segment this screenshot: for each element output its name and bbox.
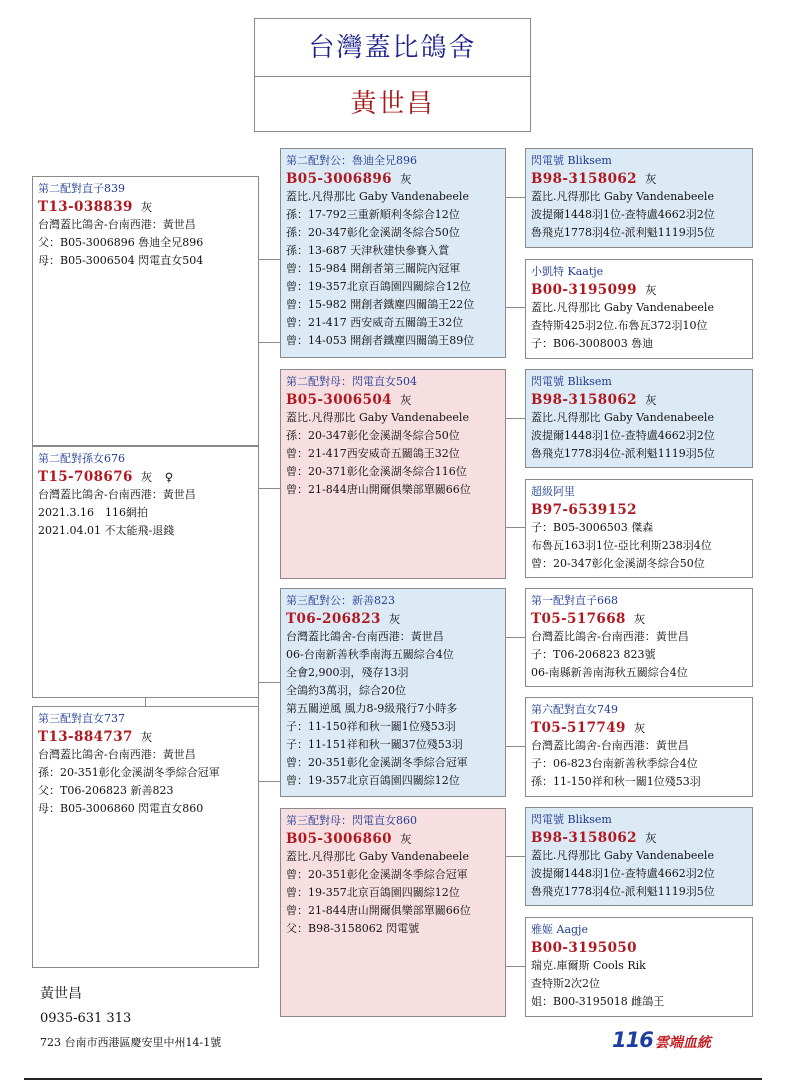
loft-name: 台灣蓋比鴿舍 (255, 19, 530, 77)
card-line: 曾：21-417西安威奇五關鴿王32位 (286, 447, 460, 460)
connector-line (258, 488, 280, 489)
color-label: 灰 (140, 470, 153, 484)
card-line: 曾：19-357北京百鴿園四關綜合12位 (286, 280, 471, 293)
card-line: 曾：21-844唐山開爾俱樂部單關66位 (286, 904, 471, 917)
card-line: 蓋比.凡得那比 Gaby Vandenabeele (286, 190, 469, 203)
card-line: 蓋比.凡得那比 Gaby Vandenabeele (531, 411, 714, 424)
card-line: 曾：20-351彰化金溪湖冬季綜合冠軍 (286, 868, 468, 881)
card-line: 蓋比.凡得那比 Gaby Vandenabeele (286, 850, 469, 863)
card-line: 第五關逆風 風力8-9級飛行7小時多 (286, 702, 458, 715)
color-label: 灰 (399, 832, 412, 846)
connector-line (505, 746, 525, 747)
card-title: 閃電號 Bliksem (531, 813, 612, 826)
card-line: 曾：20-371彰化金溪湖冬綜合116位 (286, 465, 467, 478)
card-line: 台灣蓋比鴿舍-台南西港：黃世昌 (531, 630, 689, 643)
color-label: 灰 (388, 612, 401, 626)
card-line: 姐：B00-3195018 雌鴿王 (531, 995, 665, 1008)
ring-number: T06-206823 (286, 611, 381, 627)
card-title: 第二配對公：魯迪全兄896 (286, 154, 417, 167)
ring-number: T15-708676 (38, 469, 133, 485)
card-line: 子：06-823台南新善秋季綜合4位 (531, 757, 698, 770)
logo-number: 116 (612, 1028, 653, 1052)
card-title: 第二配對母：閃電直女504 (286, 375, 417, 388)
card-line: 全鴿約3萬羽，綜合20位 (286, 684, 406, 697)
connector-line (505, 197, 525, 198)
card-line: 子：11-150祥和秋一關1位殘53羽 (286, 720, 456, 733)
color-label: 灰 (644, 393, 657, 407)
ring-number: T05-517749 (531, 720, 626, 736)
ring-number: B00-3195050 (531, 940, 637, 956)
card-line: 2021.3.16 116網拍 (38, 506, 148, 519)
ring-number: B98-3158062 (531, 392, 637, 408)
card-line: 曾：15-984 開創者第三關院內冠軍 (286, 262, 461, 275)
card-line: 曾：20-347彰化金溪湖冬綜合50位 (531, 557, 705, 570)
connector-line (505, 307, 525, 308)
card-title: 第三配對公：新善823 (286, 594, 395, 607)
card-title: 第二配對直子839 (38, 182, 125, 195)
connector-line (258, 781, 280, 782)
card-line: 孫：20-347彰化金溪湖冬綜合50位 (286, 429, 460, 442)
ring-number: T05-517668 (531, 611, 626, 627)
card-line: 父：B05-3006896 魯迪全兄896 (38, 236, 204, 249)
card-line: 父：T06-206823 新善823 (38, 784, 174, 797)
great-grandparent-card (525, 807, 753, 906)
card-line: 蓋比.凡得那比 Gaby Vandenabeele (531, 849, 714, 862)
card-line: 子：11-151祥和秋一關37位殘53羽 (286, 738, 463, 751)
card-line: 瑞克.庫爾斯 Cools Rik (531, 959, 646, 972)
card-line: 魯飛克1778羽4位-派利魁1119羽5位 (531, 447, 715, 460)
color-label: 灰 (399, 172, 412, 186)
bottom-divider (24, 1078, 762, 1080)
card-line: 布魯瓦163羽1位-亞比利斯238羽4位 (531, 539, 712, 552)
color-label: 灰 (140, 200, 153, 214)
card-line: 台灣蓋比鴿舍-台南西港：黃世昌 (286, 630, 444, 643)
owner-name: 黃世昌 (350, 89, 435, 119)
card-line: 2021.04.01 不太能飛-退錢 (38, 524, 175, 537)
great-grandparent-card (525, 369, 753, 468)
card-line: 查特斯2次2位 (531, 977, 600, 990)
card-line: 曾：21-417 西安威奇五關鴿王32位 (286, 316, 464, 329)
logo-text: 雲端血統 (654, 1035, 711, 1051)
connector-line (145, 698, 146, 706)
card-line: 子：T06-206823 823號 (531, 648, 656, 661)
ring-number: B97-6539152 (531, 502, 637, 518)
card-line: 06-南縣新善南海秋五關綜合4位 (531, 666, 688, 679)
card-line: 魯飛克1778羽4位-派利魁1119羽5位 (531, 885, 715, 898)
card-line: 孫：20-351彰化金溪湖冬季綜合冠軍 (38, 766, 220, 779)
ring-number: B05-3006504 (286, 392, 392, 408)
card-title: 第三配對直女737 (38, 712, 125, 725)
great-grandparent-card (525, 148, 753, 248)
sex-icon: ♀ (164, 470, 174, 484)
ring-number: T13-038839 (38, 199, 133, 215)
card-title: 第三配對母：閃電直女860 (286, 814, 417, 827)
great-grandparent-card (525, 588, 753, 687)
card-line: 曾：15-982 開創者鐵塵四關鴿王22位 (286, 298, 475, 311)
color-label: 灰 (140, 730, 153, 744)
sire-sire-card (280, 148, 506, 358)
connector-line (505, 856, 525, 857)
brand-logo (612, 1028, 711, 1052)
ring-number: B00-3195099 (531, 282, 637, 298)
card-line: 台灣蓋比鴿舍-台南西港：黃世昌 (531, 739, 689, 752)
card-line: 蓋比.凡得那比 Gaby Vandenabeele (286, 411, 469, 424)
card-line: 蓋比.凡得那比 Gaby Vandenabeele (531, 301, 714, 314)
sire-dam-card (280, 369, 506, 579)
card-line: 母：B05-3006860 閃電直女860 (38, 802, 204, 815)
card-line: 查特斯425羽2位.布魯瓦372羽10位 (531, 319, 708, 332)
connector-line (505, 637, 525, 638)
color-label: 灰 (633, 612, 646, 626)
card-line: 曾：21-844唐山開爾俱樂部單關66位 (286, 483, 471, 496)
card-line: 母：B05-3006504 閃電直女504 (38, 254, 204, 267)
card-title: 超級阿里 (531, 485, 575, 498)
card-line: 孫：13-687 天津秋建快參賽入賞 (286, 244, 450, 257)
card-line: 孫：11-150祥和秋一關1位殘53羽 (531, 775, 701, 788)
card-line: 孫：17-792三重新順利冬綜合12位 (286, 208, 460, 221)
card-title: 閃電號 Bliksem (531, 375, 612, 388)
card-title: 第二配對孫女676 (38, 452, 125, 465)
card-line: 曾：20-351彰化金溪湖冬季綜合冠軍 (286, 756, 468, 769)
card-line: 06-台南新善秋季南海五關綜合4位 (286, 648, 454, 661)
great-grandparent-card (525, 479, 753, 578)
great-grandparent-card (525, 917, 753, 1017)
owner-address: 723 台南市西港區慶安里中州14-1號 (40, 1036, 222, 1049)
card-line: 曾：19-357北京百鴿園四關綜12位 (286, 886, 460, 899)
card-line: 子：B06-3008003 魯迪 (531, 337, 654, 350)
color-label: 灰 (644, 172, 657, 186)
card-line: 台灣蓋比鴿舍-台南西港：黃世昌 (38, 488, 196, 501)
owner-footer-name: 黃世昌 (40, 986, 82, 1002)
card-title: 小凱特 Kaatje (531, 265, 604, 278)
connector-line (258, 259, 280, 260)
dam-dam-card (280, 808, 506, 1017)
card-line: 波提爾1448羽1位-查特盧4662羽2位 (531, 867, 715, 880)
connector-line (505, 527, 525, 528)
card-line: 曾：19-357北京百鴿園四關綜12位 (286, 774, 460, 787)
card-line: 台灣蓋比鴿舍-台南西港：黃世昌 (38, 748, 196, 761)
color-label: 灰 (633, 721, 646, 735)
connector-line (258, 682, 280, 683)
color-label: 灰 (399, 393, 412, 407)
card-line: 波提爾1448羽1位-查特盧4662羽2位 (531, 208, 715, 221)
ring-number: B05-3006860 (286, 831, 392, 847)
dam-third-card (32, 706, 259, 968)
color-label: 灰 (644, 283, 657, 297)
card-line: 蓋比.凡得那比 Gaby Vandenabeele (531, 190, 714, 203)
card-line: 全會2,900羽，殘存13羽 (286, 666, 409, 679)
dam-sire-card (280, 588, 506, 797)
owner-contact (40, 984, 221, 1052)
card-title: 閃電號 Bliksem (531, 154, 612, 167)
sire-card (32, 176, 259, 446)
card-line: 孫：20-347彰化金溪湖冬綜合50位 (286, 226, 460, 239)
connector-line (505, 418, 525, 419)
great-grandparent-card (525, 697, 753, 797)
card-line: 子：B05-3006503 傑森 (531, 521, 654, 534)
ring-number: B05-3006896 (286, 171, 392, 187)
pedigree-header (254, 18, 531, 132)
great-grandparent-card (525, 259, 753, 359)
owner-phone: 0935-631 313 (40, 1011, 132, 1026)
ring-number: B98-3158062 (531, 171, 637, 187)
ring-number: B98-3158062 (531, 830, 637, 846)
card-line: 台灣蓋比鴿舍-台南西港：黃世昌 (38, 218, 196, 231)
card-line: 魯飛克1778羽4位-派利魁1119羽5位 (531, 226, 715, 239)
card-title: 第六配對直女749 (531, 703, 618, 716)
card-title: 第一配對直子668 (531, 594, 618, 607)
card-line: 父：B98-3158062 閃電號 (286, 922, 420, 935)
ring-number: T13-884737 (38, 729, 133, 745)
card-line: 波提爾1448羽1位-查特盧4662羽2位 (531, 429, 715, 442)
card-title: 雅姬 Aagje (531, 923, 588, 936)
dam-card (32, 446, 259, 698)
connector-line (505, 966, 525, 967)
connector-line (258, 342, 280, 343)
color-label: 灰 (644, 831, 657, 845)
card-line: 曾：14-053 開創者鐵塵四關鴿王89位 (286, 334, 475, 347)
